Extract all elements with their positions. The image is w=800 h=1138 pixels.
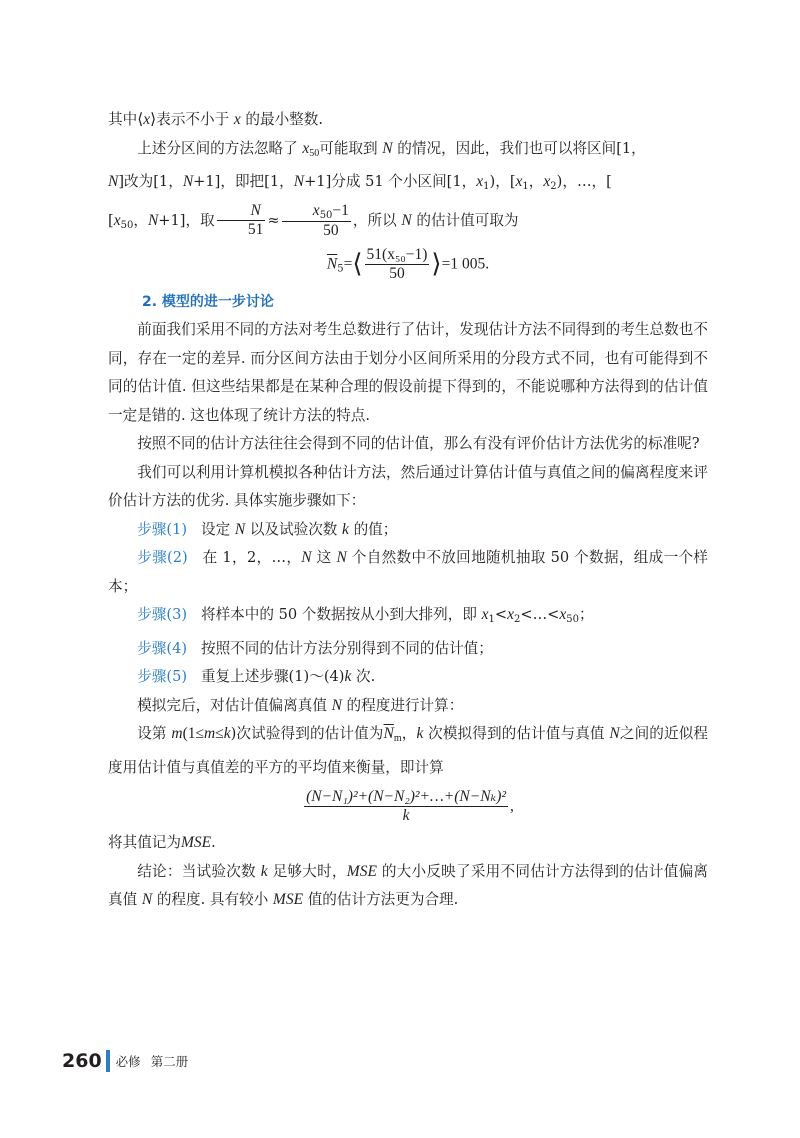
paragraph-discussion: 前面我们采用不同的方法对考生总数进行了估计，发现估计方法不同得到的考生总数也不同，存在一定的差异. 而分区间方法由于划分小区间所采用的分段方式不同，也有可能得到不同的估计值. 但这些结果都是在某种合理的假设前提下得到的，不能说哪种方法得到的估计值一定是错的. 这也体现了统计方法的特点. <box>108 321 708 424</box>
paragraph-ceiling-definition: 其中⟨x⟩表示不小于 x 的最小整数. <box>108 111 323 128</box>
fraction-n-over-51: $\frac{N}{51}$ <box>217 202 266 239</box>
section-heading: 2. 模型的进一步讨论 <box>142 293 274 310</box>
page-body <box>108 106 708 915</box>
paragraph-question: 按照不同的估计方法往往会得到不同的估计值，那么有没有评价估计方法优劣的标准呢? <box>137 435 700 453</box>
paragraph-interval-adjustment: 上述分区间的方法忽略了 $x_{50}$可能取到 N 的情况，因此，我们也可以将区间[1， N]改为[1，N+1]，即把[1，N+1]分成 51 个小区间[1，$x_1$)，[$x_1$，$x_2$)，…，[ [$x_{50}$，N+1]，取 $\frac{N}{51}$ ≈ $\frac{x_{50}-1}{50}$ ，所以 N 的估计值可取为 <box>108 139 646 239</box>
paragraph-conclusion: 结论：当试验次数 k 足够大时，MSE 的大小反映了采用不同估计方法得到的估计值偏离真值 N 的程度. 具有较小 MSE 值的估计方法更为合理. <box>108 862 709 909</box>
footer-accent-bar <box>106 1050 110 1072</box>
page-footer <box>62 1048 198 1074</box>
step-5: 步骤(5) 重复上述步骤(1)～(4)k 次. <box>137 668 376 686</box>
paragraph-mse-name: 将其值记为MSE. <box>108 834 216 852</box>
step-4: 步骤(4) 按照不同的估计方法分别得到不同的估计值； <box>137 639 493 657</box>
step-1: 步骤(1) 设定 N 以及试验次数 k 的值； <box>137 520 398 538</box>
page-number: 260 <box>62 1050 102 1072</box>
fraction-x50-minus-1-over-50: $\frac{x_{50}-1}{50}$ <box>282 202 351 240</box>
book-title: 必修 第二册 <box>115 1054 189 1069</box>
step-2: 步骤(2) 在 1，2，…，N 这 N 个自然数中不放回地随机抽取 50 个数据，组成一个样本； <box>108 549 709 595</box>
paragraph-mse-setup: 设第 m(1≤m≤k)次试验得到的估计值为$\overline{N}_m$，k 次模拟得到的估计值与真值 N之间的近似程度用估计值与真值差的平方的平均值来衡量，即计算 <box>108 725 709 776</box>
paragraph-simulation-intro: 我们可以利用计算机模拟各种估计方法，然后通过计算估计值与真值之间的偏离程度来评价估计方法的优劣. 具体实施步骤如下： <box>108 463 708 510</box>
formula-n5-estimate: $\overline{N}_5=⟨$ $\frac{\text{51(x₅₀−1)}}{50}$ ⟩=1 005. <box>326 246 490 282</box>
paragraph-after-simulation: 模拟完后，对估计值偏离真值 N 的程度进行计算： <box>137 696 464 714</box>
step-3: 步骤(3) 将样本中的 50 个数据按从小到大排列，即 $x_1<x_2<\dots<x_{50}$； <box>137 606 594 626</box>
formula-mse: $\frac{\text{(N−N₁)²+(N−N₂)²+…+(N−Nₖ)²}}{k}$ , <box>306 788 514 825</box>
